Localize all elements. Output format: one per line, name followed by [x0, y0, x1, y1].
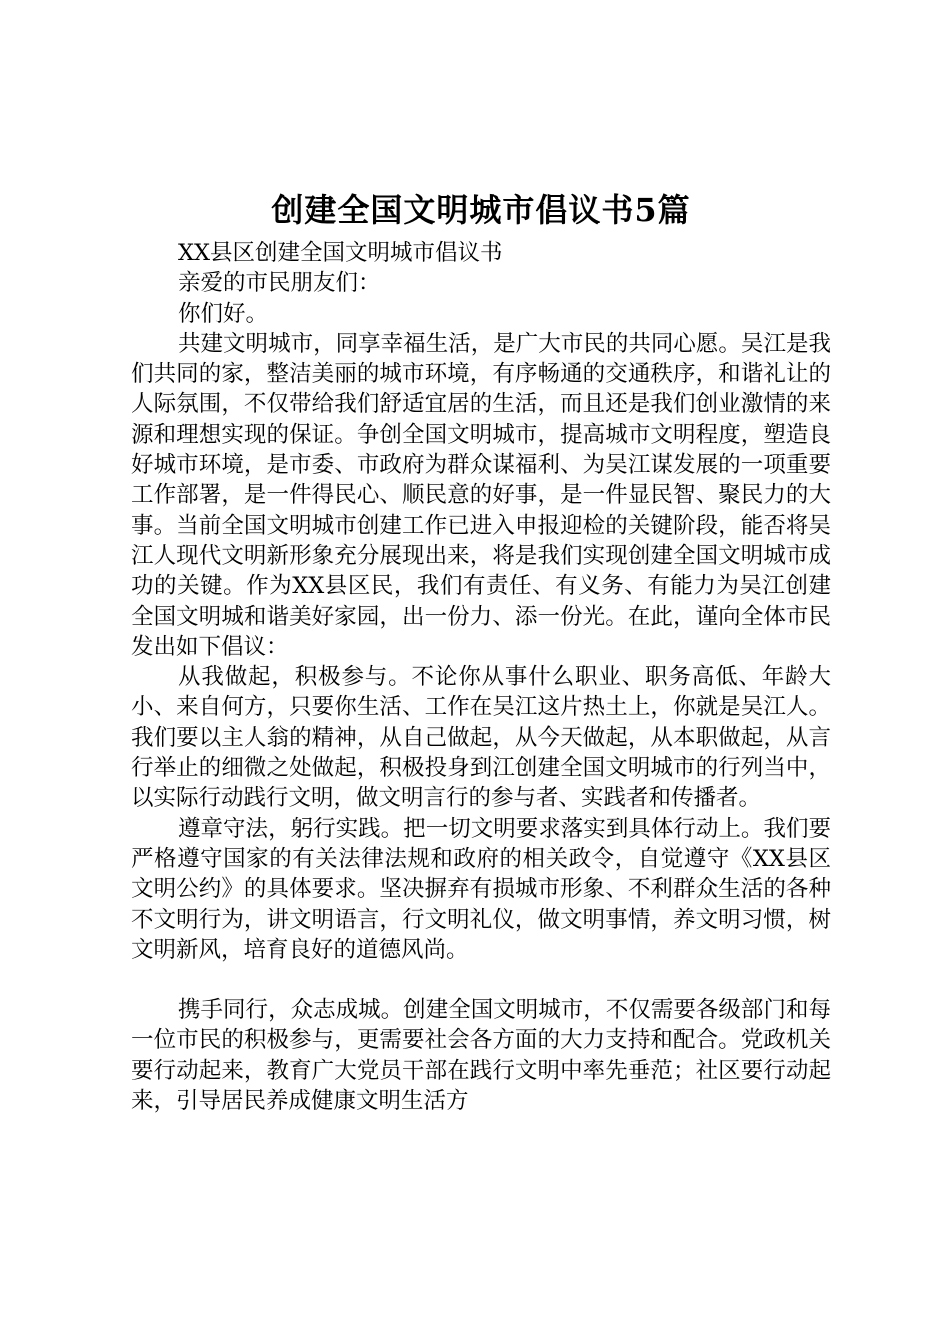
document-body: [131, 238, 831, 1116]
paragraph-gap: [131, 965, 831, 995]
document-page: [131, 188, 831, 1116]
paragraph-participate: 从我做起，积极参与。不论你从事什么职业、职务高低、年龄大小、来自何方，只要你生活、工作在吴江这片热土上，你就是吴江人。我们要以主人翁的精神，从自己做起，从今天做起，从本职做起，从言行举止的细微之处做起，积极投身到江创建全国文明城市的行列当中，以实际行动践行文明，做文明言行的参与者、实践者和传播者。: [131, 664, 831, 812]
greeting: 你们好。: [178, 300, 269, 327]
paragraph-intro: 共建文明城市，同享幸福生活，是广大市民的共同心愿。吴江是我们共同的家，整洁美丽的城市环境，有序畅通的交通秩序，和谐礼让的人际氛围，不仅带给我们舒适宜居的生活，而且还是我们创业激情的来源和理想实现的保证。争创全国文明城市，提高城市文明程度，塑造良好城市环境，是市委、市政府为群众谋福利、为吴江谋发展的一项重要工作部署，是一件得民心、顺民意的好事，是一件显民智、聚民力的大事。当前全国文明城市创建工作已进入申报迎检的关键阶段，能否将吴江人现代文明新形象充分展现出来，将是我们实现创建全国文明城市成功的关键。作为XX县区民，我们有责任、有义务、有能力为吴江创建全国文明城和谐美好家园，出一份力、添一份光。在此，谨向全体市民发出如下倡议：: [131, 330, 831, 660]
paragraph-together: 携手同行，众志成城。创建全国文明城市，不仅需要各级部门和每一位市民的积极参与，更需要社会各方面的大力支持和配合。党政机关要行动起来，教育广大党员干部在践行文明中率先垂范；社区要行动起来，引导居民养成健康文明生活方: [131, 997, 831, 1115]
document-title: 创建全国文明城市倡议书5篇: [271, 191, 691, 229]
salutation: 亲爱的市民朋友们：: [178, 270, 381, 297]
heading-line: XX县区创建全国文明城市倡议书: [178, 240, 503, 266]
paragraph-law: 遵章守法，躬行实践。把一切文明要求落实到具体行动上。我们要严格遵守国家的有关法律法规和政府的相关政令，自觉遵守《XX县区文明公约》的具体要求。坚决摒弃有损城市形象、不利群众生活的各种不文明行为，讲文明语言，行文明礼仪，做文明事情，养文明习惯，树文明新风，培育良好的道德风尚。: [131, 815, 831, 963]
